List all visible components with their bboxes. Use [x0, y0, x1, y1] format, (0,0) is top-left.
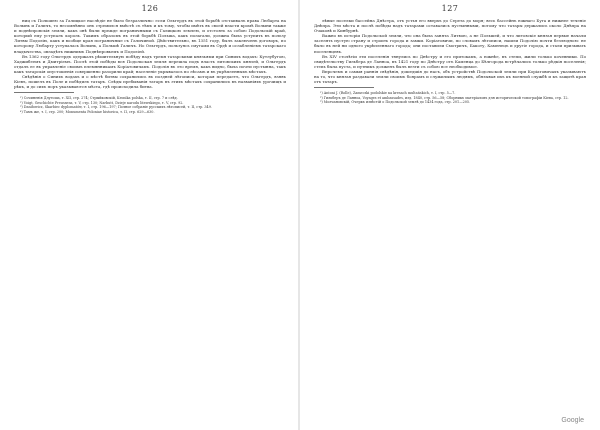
right-footnotes: [314, 91, 586, 104]
footnote: ⁴) Тамъ же, т. I, стр. 200; Monumenta Poloniae historica, т. II, стр. 629—630.: [20, 109, 155, 114]
left-footnotes: [14, 96, 286, 114]
google-watermark: Google: [561, 417, 584, 424]
right-paragraph: лѣвые поселки бассейна Днѣстра, отъ устья его вверхъ до Серета до моря; весь бассейнъ южнаго Буга и нижнее теченіе Днѣпра. Эти мѣста и послѣ побѣды надъ татарами оставались пустынными, потому что татары держались около Днѣпра на Очаковѣ и Кинбурнѣ.: [314, 18, 586, 34]
right-paragraph: Въ XIV столѣтіи эти поселенія тянулись по Днѣстру и его притокамъ, а южнѣе, въ степи, жили только кочевники. По свидѣтельству Гильбера де Ланноа, въ 1421 году по Днѣстру отъ Каменца до Бѣлгорода встрѣчались только рѣдкія поселенія; степь была пуста, и путникъ долженъ былъ везти съ собою все необходимое.: [314, 53, 586, 69]
right-paragraph: Впрочемъ и самыя раннія свѣдѣнія, дошедшія до насъ, объ устройствѣ Подольской земли при Коріатовичахъ указываютъ на то, что князья раздавали земли своимъ боярамъ и служилымъ людямъ, обязывая ихъ къ военной службѣ и къ защитѣ края отъ татаръ.: [314, 68, 586, 85]
footnote-divider: [14, 92, 74, 93]
left-page-number: 126: [141, 4, 159, 13]
right-paragraph: Важно въ исторіи Подольской земли, что она была занята Литвою, а не Польшей, и что литовскіе князья первые начали заселять пустую страну и строить города и замки. Коріатовичи, по словамъ лѣтописи, нашли Подолію почти безлюдною: не было въ ней ни одного укрѣпленнаго города; они поставили Смотричъ, Бакоту, Каменецъ и другіе города, и стали призывать поселенцевъ.: [314, 33, 586, 54]
right-page-number: 127: [441, 4, 459, 13]
footnote: ³) Daniłowicz, Skarbiec dyplomatów, т. I, стр. 196—197; Полное собраніе русскихъ лѣтописей, т. II, стр. 349.: [20, 105, 212, 110]
right-page-body: [314, 18, 586, 84]
left-paragraph: ниц съ Польшею за Галицкое наслѣдіе не было безразлично: если Ольгердъ въ этой борьбѣ отстаивалъ права Любарта на Волынь и Галичъ, то несомнѣнно онъ стремился вмѣстѣ съ тѣмъ и къ тому, чтобы имѣть въ своей власти кромѣ Волыни также и поднѣпровскія земли, какъ онѣ были прежде пограничными съ Галицкою землею, и отстоять за собою Подольскій край, который ему уступалъ король. Такимъ образомъ въ этой борьбѣ Польша, какъ полагали, должна была уступить въ пользу Литвы Подолію, какъ и вообще края пограничные съ Галичиной. Дѣйствительно, въ 1351 году, былъ заключенъ договоръ, по которому Любарту уступалась Волынь, а Польшѣ Галичъ. Но Ольгердъ, пользуясь смутами въ Ордѣ и ослабленіемъ татарскаго владычества, овладѣлъ нижнимъ Поднѣпровьемъ и Подоліей.: [14, 18, 286, 54]
footnote-divider: [314, 87, 374, 88]
left-paragraph: Свѣдѣнія о Синихъ водахъ и о мѣстѣ битвы сохранились въ поздней лѣтописи, которая передаетъ, что Ольгердъ, взявъ Кіевъ, пошелъ въ Поле и побѣдилъ татаръ. Слѣды пребыванія татаръ въ этихъ мѣстахъ сохранились въ названіяхъ урочищъ и рѣкъ, и до сихъ поръ указываются мѣста, гдѣ происходила битва.: [14, 74, 286, 90]
book-gutter: [298, 0, 300, 430]
footnote: ¹) Antoni J. (Rolle), Zameczki podolskie na kresach multańskich, т. I, стр. 5—7.: [320, 91, 456, 96]
footnote: ²) Гильберъ де Ланноа, Voyages et ambassades, изд. 1840, стр. 56—58; Сборникъ матеріаловъ для исторической топографіи Кіева, стр. 12.: [320, 95, 569, 100]
left-page: [4, 0, 296, 430]
left-paragraph: Въ 1362 году Ольгердъ одержалъ рѣшительную побѣду надъ тремя татарскими князьями при Синихъ водахъ: Кутлубугою, Хаджибеемъ и Дмитріемъ. Послѣ этой побѣды вся Подольская земля перешла подъ власть литовскихъ князей, и Ольгердъ отдалъ ее въ управленіе своимъ племянникамъ Коріатовичамъ. Подолія въ это время, какъ видно, была почти пустынна, такъ какъ татарскія опустошенія совершенно разорили край; населеніе укрывалось по лѣсамъ и въ укрѣпленныхъ мѣстахъ.: [14, 53, 286, 74]
footnote: ¹) Сочиненія Длугоша, т. XII, стр. 274; Стрыйковскій, Kronika polska, т. II, стр. 7 и слѣд.: [20, 96, 178, 101]
footnote: ³) Молчановскій, Очеркъ извѣстій о Подольской землѣ до 1434 года, стр. 201—205.: [320, 100, 471, 105]
footnote: ²) Voigt, Geschichte Preussens, т. V, стр. 130; Narbutt, Dzieje narodu litewskiego, т. V, стр. 92.: [20, 100, 184, 105]
right-page: [304, 0, 596, 430]
left-page-body: [14, 18, 286, 89]
